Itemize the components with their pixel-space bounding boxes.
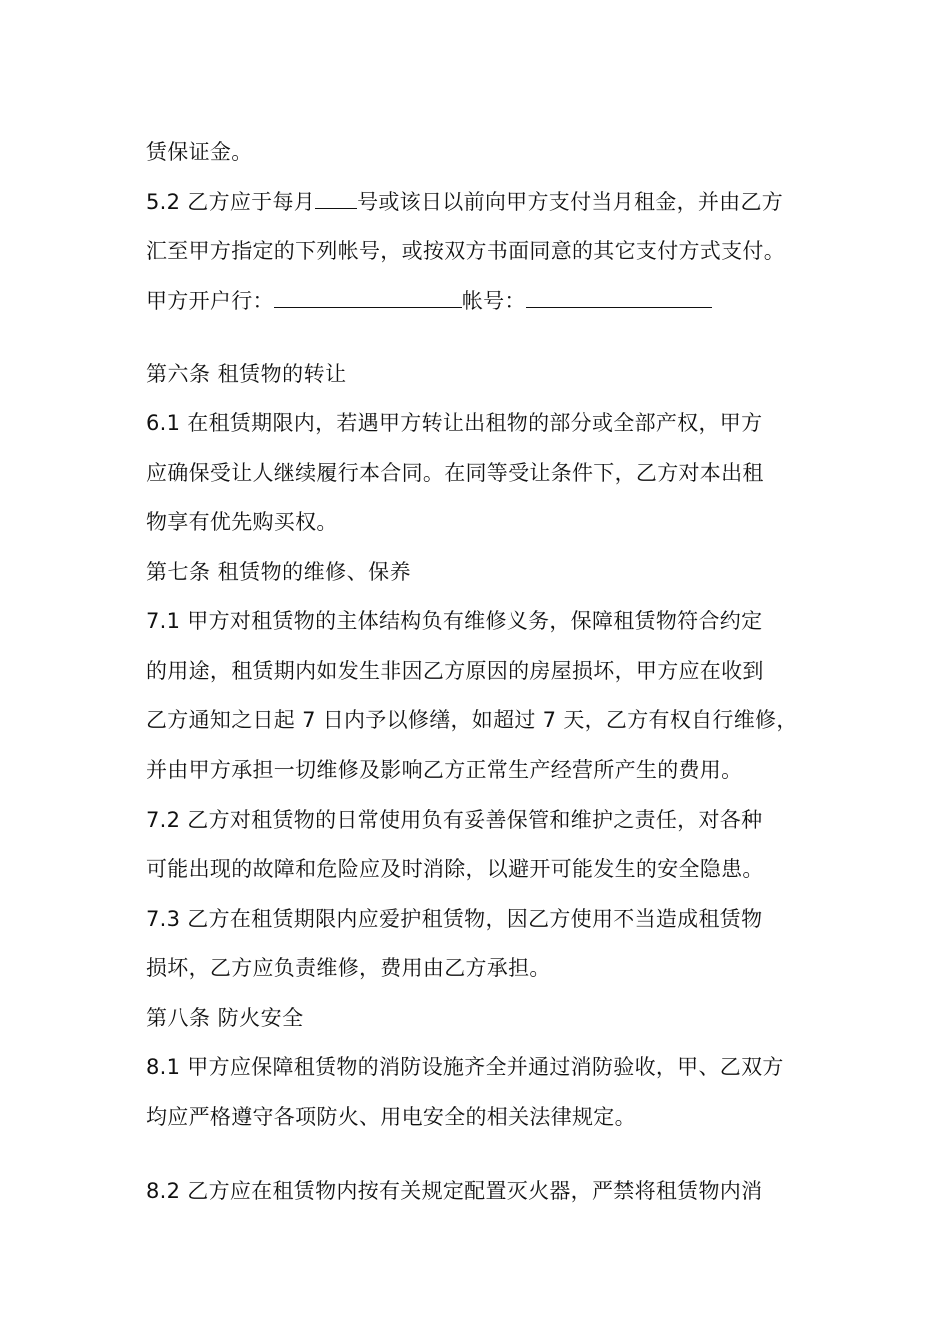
paragraph-line: 赁保证金。 [146, 140, 253, 164]
article-7-heading: 第七条 租赁物的维修、保养 [146, 560, 412, 584]
article-6-heading: 第六条 租赁物的转让 [146, 362, 347, 386]
paragraph-line: 并由甲方承担一切维修及影响乙方正常生产经营所产生的费用。 [146, 758, 743, 782]
clause-5-2-line [146, 186, 783, 217]
clause-text: 号或该日以前向甲方支付当月租金，并由乙方 [357, 190, 784, 214]
bank-account-line [146, 285, 712, 316]
paragraph-line: 6.1 在租赁期限内，若遇甲方转让出租物的部分或全部产权，甲方 [146, 411, 763, 435]
paragraph-line: 可能出现的故障和危险应及时消除，以避开可能发生的安全隐患。 [146, 857, 764, 881]
paragraph-line: 8.1 甲方应保障租赁物的消防设施齐全并通过消防验收，甲、乙双方 [146, 1055, 784, 1079]
clause-text: 5.2 乙方应于每月 [146, 190, 316, 214]
paragraph-line: 损坏，乙方应负责维修，费用由乙方承担。 [146, 956, 551, 980]
paragraph-line: 7.3 乙方在租赁期限内应爱护租赁物，因乙方使用不当造成租赁物 [146, 907, 763, 931]
paragraph-line: 均应严格遵守各项防火、用电安全的相关法律规定。 [146, 1105, 636, 1129]
account-label: 帐号： [461, 289, 526, 313]
paragraph-line: 应确保受让人继续履行本合同。在同等受让条件下，乙方对本出租 [146, 461, 764, 485]
bank-blank [274, 285, 462, 308]
bank-label: 甲方开户行： [146, 289, 274, 313]
paragraph-line: 8.2 乙方应在租赁物内按有关规定配置灭火器，严禁将租赁物内消 [146, 1179, 763, 1203]
paragraph-line: 的用途，租赁期内如发生非因乙方原因的房屋损坏，甲方应在收到 [146, 659, 764, 683]
paragraph-line: 7.2 乙方对租赁物的日常使用负有妥善保管和维护之责任，对各种 [146, 808, 763, 832]
article-8-heading: 第八条 防火安全 [146, 1006, 304, 1030]
account-blank [526, 285, 712, 308]
paragraph-line: 7.1 甲方对租赁物的主体结构负有维修义务，保障租赁物符合约定 [146, 609, 763, 633]
paragraph-line: 乙方通知之日起 7 日内予以修缮，如超过 7 天，乙方有权自行维修， [146, 708, 798, 732]
paragraph-line: 汇至甲方指定的下列帐号，或按双方书面同意的其它支付方式支付。 [146, 239, 785, 263]
paragraph-line: 物享有优先购买权。 [146, 510, 338, 534]
day-blank [315, 186, 357, 209]
